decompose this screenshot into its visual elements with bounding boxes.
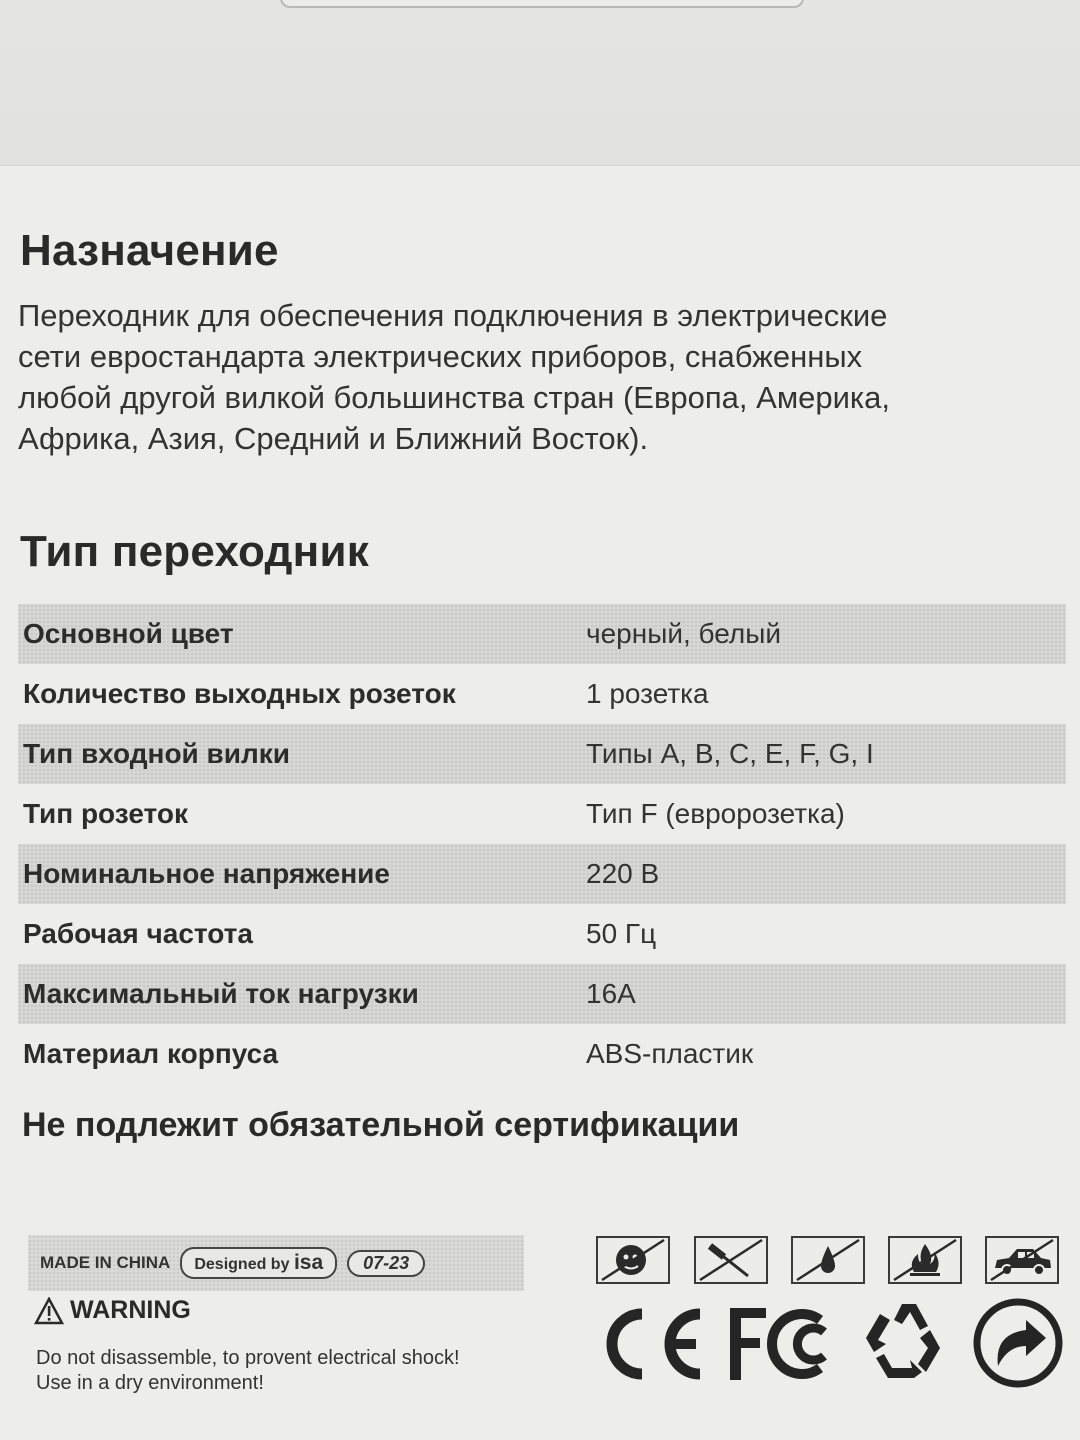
designer-name: isa [293, 1251, 324, 1274]
purpose-line: Переходник для обеспечения подключения в электрические [18, 298, 888, 333]
warning-title: WARNING [70, 1296, 191, 1324]
no-fire-icon [888, 1236, 962, 1284]
no-car-icon [985, 1236, 1059, 1284]
warning-triangle-icon [34, 1297, 64, 1325]
origin-label [28, 1235, 524, 1291]
green-dot-mark [972, 1298, 1064, 1388]
warning-header [34, 1296, 191, 1325]
purpose-line: сети евростандарта электрических приборов, снабженных [18, 339, 863, 374]
specs-heading: Тип переходник [20, 527, 369, 576]
spec-value: 1 розетка [586, 678, 709, 709]
spec-value: Тип F (евророзетка) [586, 798, 845, 829]
warning-line: Do not disassemble, to provent electrical shock! [36, 1347, 460, 1369]
designed-by-text: Designed by [194, 1256, 290, 1273]
spec-row-plug-type [18, 724, 1066, 784]
spec-label: Основной цвет [23, 618, 234, 649]
spec-value: Типы A, B, C, E, F, G, I [586, 738, 874, 769]
spec-row-outlets [18, 664, 1066, 724]
spec-value: 220 В [586, 858, 660, 889]
no-water-icon [791, 1236, 865, 1284]
made-in-text: MADE IN CHINA [40, 1253, 171, 1272]
certification-note: Не подлежит обязательной сертификации [22, 1106, 740, 1144]
spec-row-socket-type [18, 784, 1066, 844]
warning-line: Use in a dry environment! [36, 1372, 264, 1394]
designer-badge [180, 1247, 337, 1279]
spec-row-voltage [18, 844, 1066, 904]
spec-value: 50 Гц [586, 918, 657, 949]
recycle-mark [862, 1298, 954, 1388]
spec-label: Тип входной вилки [23, 738, 290, 769]
specs-table [18, 604, 1066, 1084]
spec-value: черный, белый [586, 618, 781, 649]
purpose-line: Африка, Азия, Средний и Ближний Восток). [18, 421, 649, 456]
purpose-description [18, 295, 1078, 459]
spec-value: ABS-пластик [586, 1038, 754, 1069]
spec-row-color [18, 604, 1066, 664]
fcc-mark [728, 1298, 843, 1388]
spec-row-max-current [18, 964, 1066, 1024]
spec-row-material [18, 1024, 1066, 1084]
purpose-heading: Назначение [20, 226, 279, 275]
no-children-icon [596, 1236, 670, 1284]
spec-label: Материал корпуса [23, 1038, 279, 1069]
package-top-flap [0, 0, 1080, 166]
ce-mark [596, 1298, 708, 1388]
purpose-line: любой другой вилкой большинства стран (Европа, Америка, [18, 380, 891, 415]
no-screwdriver-icon [694, 1236, 768, 1284]
spec-label: Тип розеток [23, 798, 188, 829]
spec-label: Номинальное напряжение [23, 858, 390, 889]
date-badge: 07-23 [347, 1250, 425, 1277]
spec-label: Максимальный ток нагрузки [23, 978, 419, 1009]
package-tab [280, 0, 804, 8]
spec-label: Количество выходных розеток [23, 678, 456, 709]
spec-label: Рабочая частота [23, 918, 253, 949]
spec-value: 16А [586, 978, 636, 1009]
spec-row-frequency [18, 904, 1066, 964]
